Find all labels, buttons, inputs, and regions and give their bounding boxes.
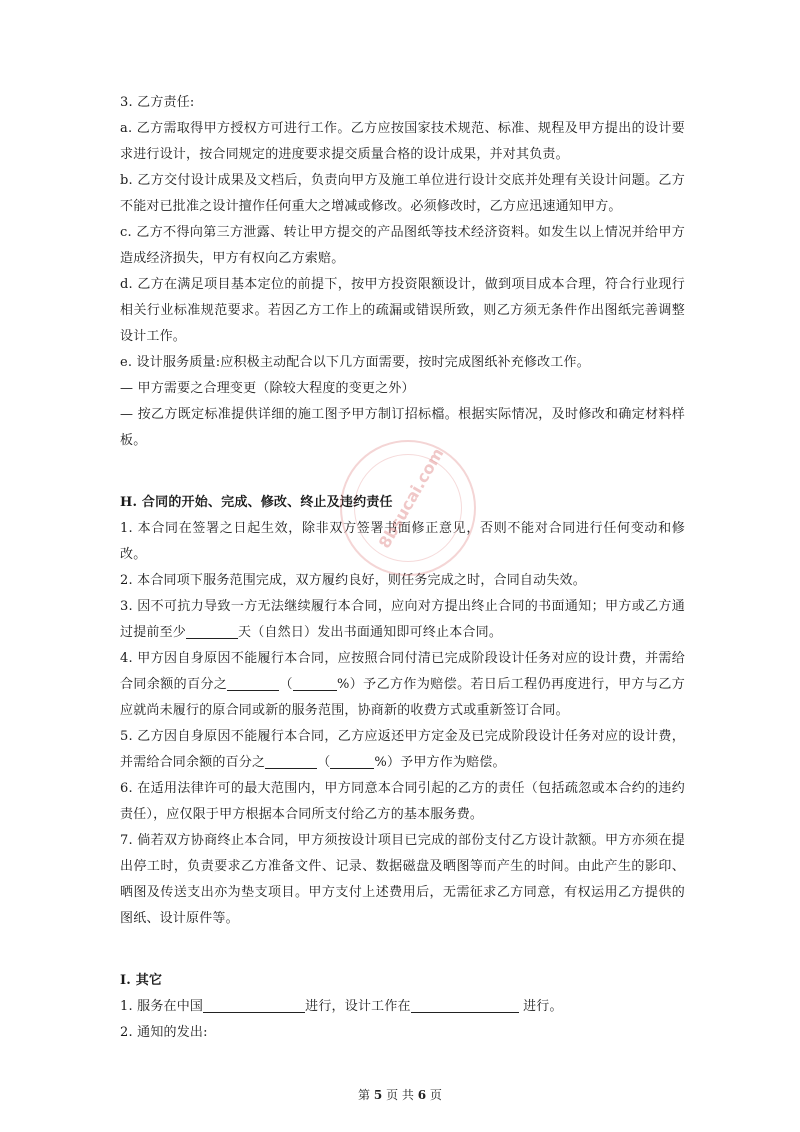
clause-3d: d. 乙方在满足项目基本定位的前提下，按甲方投资限额设计，做到项目成本合理，符合行业现行相关行业标准规范要求。若因乙方工作上的疏漏或错误所致，则乙方须无条件作出图纸完善调整设计工作。 — [120, 277, 685, 344]
clause-3a: a. 乙方需取得甲方授权方可进行工作。乙方应按国家技术规范、标准、规程及甲方提出的设计要求进行设计，按合同规定的进度要求提交质量合格的设计成果，并对其负责。 — [120, 121, 685, 162]
percent-words-blank[interactable] — [265, 752, 317, 769]
spacer — [120, 454, 685, 480]
clause-h1: 1. 本合同在签署之日起生效，除非双方签署书面修正意见，否则不能对合同进行任何变动和修改。 — [120, 521, 685, 562]
clause-h4-text-a: 4. 甲方因自身原因不能履行本合同，应按照合同付清已完成阶段设计任务对应的设计费，并需给合同余额的百分之 — [120, 651, 685, 692]
clause-3e: e. 设计服务质量:应积极主动配合以下几方面需要，按时完成图纸补充修改工作。 — [120, 355, 590, 370]
clause-h3-text-a: 3. 因不可抗力导致一方无法继续履行本合同，应向对方提出终止合同的书面通知；甲方或乙方通过提前至少 — [120, 599, 685, 640]
clause-3b: b. 乙方交付设计成果及文档后，负责向甲方及施工单位进行设计交底并处理有关设计问题。乙方不能对已批准之设计擅作任何重大之增减或修改。必须修改时，乙方应迅速通知甲方。 — [120, 173, 685, 214]
design-location-blank[interactable] — [411, 996, 519, 1013]
section-i-heading: I. 其它 — [120, 973, 163, 988]
watermark-text: 8bsucai.com — [374, 444, 448, 552]
percent-number-blank[interactable] — [330, 752, 374, 769]
clause-h5 — [120, 724, 685, 776]
clause-h3-text-b: 天（自然日）发出书面通知即可终止本合同。 — [238, 625, 503, 640]
clause-i1-text-b: 进行，设计工作在 — [305, 999, 411, 1014]
clause-h5-text-b: （ — [317, 755, 331, 770]
clause-i1-text-a: 1. 服务在中国 — [120, 999, 204, 1014]
page-footer — [0, 1086, 800, 1103]
clause-h4-text-c: %）予乙方作为赔偿。若日后工程仍再度进行，甲方与乙方应就尚未履行的原合同或新的服务范围，协商新的收费方式或重新签订合同。 — [120, 677, 685, 718]
percent-number-blank[interactable] — [293, 674, 337, 691]
section-3-title: 3. 乙方责任: — [120, 95, 195, 110]
footer-mid: 页 共 — [386, 1088, 414, 1102]
total-page-number: 6 — [417, 1088, 427, 1102]
clause-h3 — [120, 594, 685, 646]
section-h-heading: H. 合同的开始、完成、修改、终止及违约责任 — [120, 495, 393, 510]
percent-words-blank[interactable] — [227, 674, 279, 691]
document-body — [120, 90, 685, 1046]
clause-h5-text-c: %）予甲方作为赔偿。 — [374, 755, 506, 770]
clause-h7: 7. 倘若双方协商终止本合同，甲方须按设计项目已完成的部份支付乙方设计款额。甲方亦须在提出停工时，负责要求乙方准备文件、记录、数据磁盘及晒图等而产生的时间。由此产生的影印、晒图及传送支出亦为垫支项目。甲方支付上述费用后，无需征求乙方同意，有权运用乙方提供的图纸、设计原件等。 — [120, 833, 685, 926]
clause-h5-text-a: 5. 乙方因自身原因不能履行本合同，乙方应返还甲方定金及已完成阶段设计任务对应的设计费，并需给合同余额的百分之 — [120, 729, 685, 770]
clause-h4 — [120, 646, 685, 724]
clause-h6: 6. 在适用法律许可的最大范围内，甲方同意本合同引起的乙方的责任（包括疏忽或本合约的违约责任），应仅限于甲方根据本合同所支付给乙方的基本服务费。 — [120, 781, 685, 822]
clause-i1 — [120, 994, 685, 1020]
clause-i1-text-c: 进行。 — [523, 999, 563, 1014]
clause-h4-text-b: （ — [279, 677, 293, 692]
footer-suffix: 页 — [429, 1088, 442, 1102]
clause-i2: 2. 通知的发出: — [120, 1025, 208, 1040]
clause-3e-item-2: — 按乙方既定标准提供详细的施工图予甲方制订招标檔。根据实际情况，及时修改和确定材料样板。 — [120, 407, 685, 448]
spacer — [120, 932, 685, 958]
clause-h2: 2. 本合同项下服务范围完成，双方履约良好，则任务完成之时，合同自动失效。 — [120, 573, 586, 588]
notice-days-blank[interactable] — [186, 622, 238, 639]
service-location-blank[interactable] — [203, 996, 305, 1013]
clause-3c: c. 乙方不得向第三方泄露、转让甲方提交的产品图纸等技术经济资料。如发生以上情况并给甲方造成经济损失，甲方有权向乙方索赔。 — [120, 225, 685, 266]
clause-3e-item-1: — 甲方需要之合理变更（除较大程度的变更之外） — [120, 381, 415, 396]
current-page-number: 5 — [373, 1088, 383, 1102]
footer-prefix: 第 — [358, 1088, 371, 1102]
